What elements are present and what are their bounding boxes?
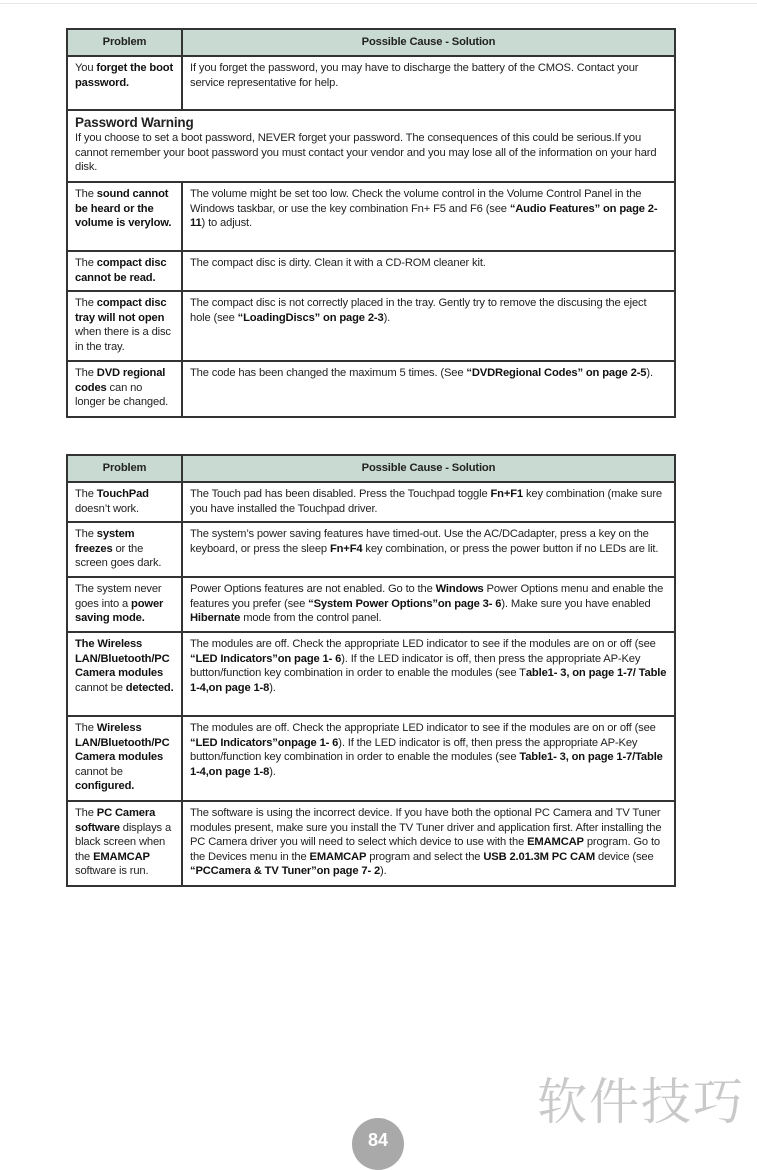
bold-text: detected. <box>125 681 174 694</box>
bold-text: PC Camera software <box>75 807 156 834</box>
bold-text: DVD regional codes <box>75 367 166 394</box>
text: The <box>75 257 97 269</box>
text: If you forget the password, you may have to discharge the battery of the CMOS. Contact your service representative for help. <box>190 62 639 89</box>
bold-text: compact disc tray will not open <box>75 297 167 324</box>
bold-text: sound cannot be heard or the volume is verylow. <box>75 188 172 230</box>
troubleshooting-table-2 <box>66 454 676 887</box>
text: ). <box>269 681 276 694</box>
bold-text: EMAMCAP <box>93 850 150 863</box>
header-solution: Possible Cause - Solution <box>182 455 675 482</box>
solution-cell <box>182 577 675 632</box>
text: The <box>75 807 97 819</box>
text: can no longer be changed. <box>75 381 169 409</box>
text: The <box>75 297 97 309</box>
problem-cell <box>67 361 182 417</box>
bold-text: Windows <box>435 583 484 595</box>
table-row <box>67 56 675 110</box>
text: ). <box>646 367 653 379</box>
bold-text: “LoadingDiscs” on page 2-3 <box>237 311 384 324</box>
bold-text: Fn+F1 <box>490 488 523 500</box>
problem-cell <box>67 577 182 632</box>
text: The modules are off. Check the appropriate LED indicator to see if the modules are on or off (see <box>190 722 656 734</box>
table-row <box>67 182 675 251</box>
bold-text: “System Power Options”on page 3- 6 <box>308 597 502 610</box>
problem-cell <box>67 291 182 361</box>
top-rule <box>0 3 757 4</box>
text: ). If the LED indicator is off, then press the appropriate AP-Key button/function key combination in order to enable the modules (see <box>190 736 638 764</box>
text: program. Go to the Devices menu in the <box>190 836 660 863</box>
bold-text: The Wireless LAN/Bluetooth/PC Camera modules <box>75 638 170 680</box>
solution-cell <box>182 182 675 251</box>
problem-cell <box>67 522 182 577</box>
bold-text: “PCCamera & TV Tuner”on page 7- 2 <box>190 865 381 878</box>
text: The Touch pad has been disabled. Press the Touchpad toggle <box>190 488 491 500</box>
text: displays a black screen when the <box>75 821 172 863</box>
table-row <box>67 716 675 801</box>
text: doesn’t work. <box>75 502 139 515</box>
solution-cell <box>182 482 675 522</box>
text: cannot be <box>75 765 123 778</box>
troubleshooting-table-1 <box>66 28 676 418</box>
password-warning <box>67 110 675 182</box>
solution-cell <box>182 801 675 886</box>
table-row <box>67 522 675 577</box>
table-header-row <box>67 455 675 482</box>
warning-title: Password Warning <box>75 115 194 130</box>
bold-text: Fn+F4 <box>329 542 363 555</box>
bold-text: Wireless LAN/Bluetooth/PC Camera modules <box>75 722 170 764</box>
table-row <box>67 482 675 522</box>
bold-text: compact disc cannot be read. <box>75 257 167 284</box>
table-row <box>67 291 675 361</box>
bold-text: forget the boot password. <box>75 62 174 89</box>
table-row <box>67 361 675 417</box>
text: The code has been changed the maximum 5 times. (See <box>190 367 467 379</box>
text: ). <box>383 311 391 324</box>
text: ). Make sure you have enabled <box>501 597 651 610</box>
text: Power Options features are not enabled. Go to the <box>190 583 436 595</box>
text: mode from the control panel. <box>240 612 382 625</box>
problem-cell <box>67 56 182 110</box>
text: The compact disc is not correctly placed in the tray. Gently try to remove the discusing the eject hole (see <box>190 297 647 324</box>
bold-text: TouchPad <box>96 488 149 500</box>
text: ). <box>269 765 276 778</box>
solution-cell <box>182 291 675 361</box>
text: cannot be <box>75 681 126 694</box>
solution-cell <box>182 632 675 716</box>
problem-cell <box>67 632 182 716</box>
solution-cell <box>182 251 675 291</box>
bold-text: “LED Indicators”onpage 1- 6 <box>190 736 339 749</box>
problem-cell <box>67 482 182 522</box>
table-row <box>67 632 675 716</box>
problem-cell <box>67 251 182 291</box>
header-problem: Problem <box>67 29 182 56</box>
header-problem: Problem <box>67 455 182 482</box>
text: You <box>75 62 97 74</box>
solution-cell <box>182 56 675 110</box>
text: or the screen goes dark. <box>75 542 162 570</box>
bold-text: able1- 3, on page 1-7/ Table 1-4,on page 1-8 <box>190 667 667 694</box>
bold-text: system freezes <box>75 528 135 555</box>
bold-text: power saving mode. <box>75 597 164 625</box>
text: The system never goes into a <box>75 583 162 610</box>
page-number: 84 <box>352 1118 404 1170</box>
table-header-row <box>67 29 675 56</box>
header-solution: Possible Cause - Solution <box>182 29 675 56</box>
bold-text: Table1- 3, on page 1-7/Table 1-4,on page 1-8 <box>190 751 663 778</box>
problem-cell <box>67 182 182 251</box>
table-row <box>67 577 675 632</box>
watermark: 软件技巧 <box>537 1073 745 1131</box>
bold-text: USB 2.01.3M PC CAM <box>483 850 596 863</box>
bold-text: “LED Indicators”on page 1- 6 <box>190 652 342 665</box>
solution-cell <box>182 361 675 417</box>
text: The compact disc is dirty. Clean it with a CD-ROM cleaner kit. <box>190 257 486 269</box>
text: The <box>75 367 97 379</box>
text: Power Options menu and enable the features you prefer (see <box>190 583 664 610</box>
text: software is run. <box>75 865 149 878</box>
warning-text: If you choose to set a boot password, NEVER forget your password. The consequences of this could be serious.If you cannot remember your boot password you must contact your vendor and you may lose all of the information on your hard disk. <box>75 132 657 174</box>
text: device (see <box>595 850 654 863</box>
warning-row <box>67 110 675 182</box>
solution-cell <box>182 716 675 801</box>
solution-cell <box>182 522 675 577</box>
text: program and select the <box>366 850 484 863</box>
problem-cell <box>67 716 182 801</box>
table-row <box>67 251 675 291</box>
text: when there is a disc in the tray. <box>75 326 171 353</box>
text: The system’s power saving features have timed-out. Use the AC/DCadapter, press a key on the keyboard, or press the sleep <box>190 528 649 555</box>
bold-text: EMAMCAP <box>527 836 584 849</box>
bold-text: EMAMCAP <box>309 850 367 863</box>
text: ). <box>380 865 387 878</box>
bold-text: “DVDRegional Codes” on page 2-5 <box>466 367 647 379</box>
text: ) to adjust. <box>201 217 252 230</box>
problem-cell <box>67 801 182 886</box>
text: The <box>75 528 97 540</box>
bold-text: Hibernate <box>190 612 241 625</box>
text: The <box>75 722 97 734</box>
text: The <box>75 488 97 500</box>
text: key combination (make sure you have installed the Touchpad driver. <box>190 488 662 515</box>
bold-text: “Audio Features” on page 2-11 <box>190 202 658 230</box>
bold-text: configured. <box>75 780 135 793</box>
text: The <box>75 188 97 200</box>
table-row <box>67 801 675 886</box>
text: The software is using the incorrect device. If you have both the optional PC Camera and TV Tuner modules present, make sure you install the TV Tuner driver and application first. After installing the PC Camera driver you will need to select which device to use with the <box>190 807 662 849</box>
text: The modules are off. Check the appropriate LED indicator to see if the modules are on or off (see <box>190 638 656 650</box>
text: The volume might be set too low. Check the volume control in the Volume Control Panel in the Windows taskbar, or use the key combination Fn+ F5 and F6 (see <box>190 188 642 215</box>
text: key combination, or press the power button if no LEDs are lit. <box>362 542 659 555</box>
text: ). If the LED indicator is off, then press the appropriate AP-Key button/function key combination in order to enable the modules (see T <box>190 652 641 680</box>
